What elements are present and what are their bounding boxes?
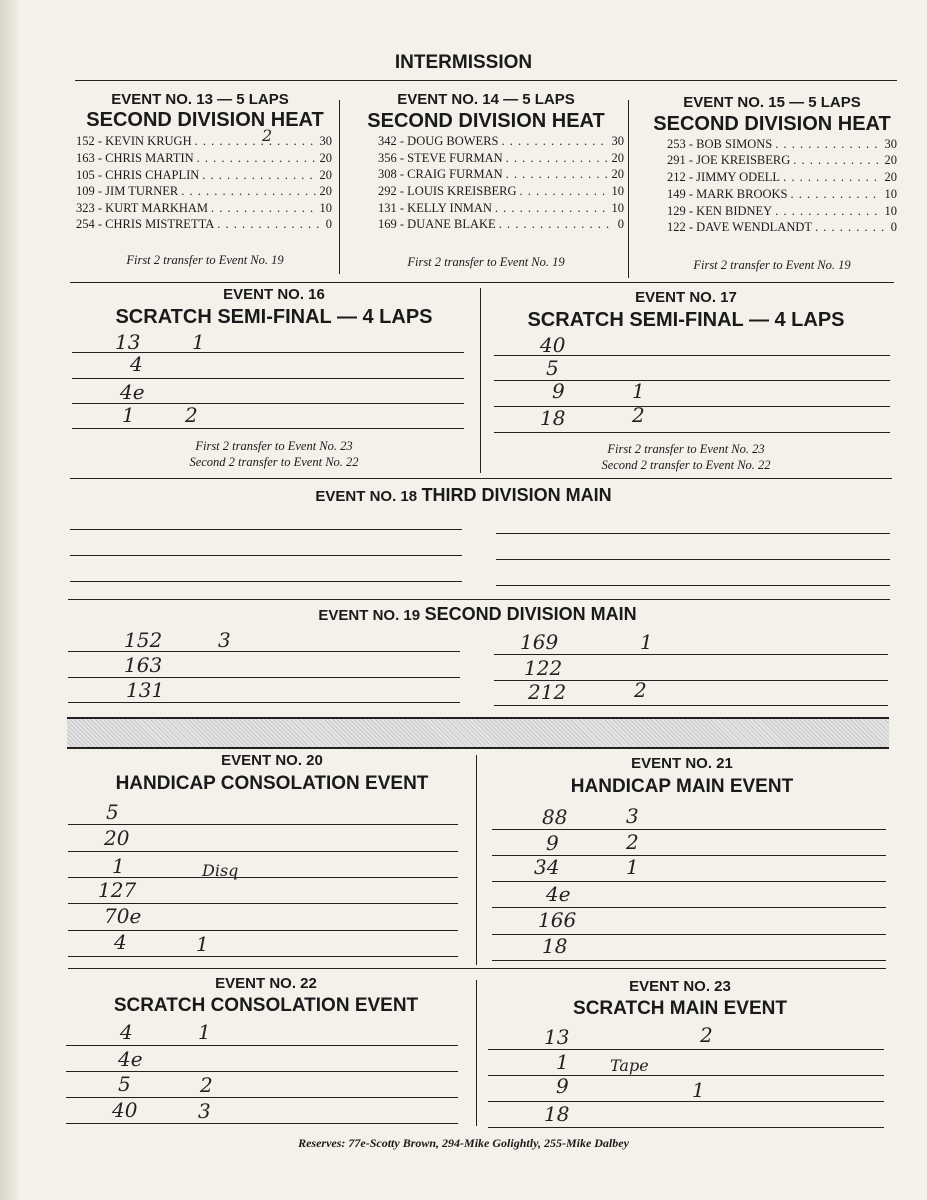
event-20-car: 20	[104, 826, 130, 850]
event-21-car: 34	[534, 855, 560, 879]
event-14-entry: 131 - KELLY INMAN . . . 10	[378, 201, 624, 216]
result-line	[72, 428, 464, 429]
event-14-entry: 356 - STEVE FURMAN . . . 20	[378, 151, 624, 166]
page-title: INTERMISSION	[394, 52, 533, 73]
event-15-title: EVENT NO. 15 — 5 LAPS	[683, 94, 861, 111]
handicap-divider	[476, 755, 477, 965]
event-22-place: 2	[200, 1073, 213, 1097]
event-23-car: 13	[544, 1025, 570, 1049]
heat-divider-1	[339, 100, 340, 274]
event-17-car: 18	[540, 406, 566, 430]
event-21-name: HANDICAP MAIN EVENT	[570, 776, 794, 797]
event-16-title: EVENT NO. 16	[223, 286, 325, 303]
event-17-car: 5	[546, 356, 559, 380]
result-line	[494, 654, 888, 655]
event-23-title: EVENT NO. 23	[629, 978, 731, 995]
event-16-place: 2	[185, 403, 198, 427]
event-13-entry: 105 - CHRIS CHAPLIN . . . 20	[76, 168, 332, 183]
heat-divider-2	[628, 100, 629, 278]
event-23-place: 2	[700, 1023, 713, 1047]
event-21-car: 9	[546, 831, 559, 855]
event-17-place: 2	[632, 403, 645, 427]
result-line	[488, 1127, 884, 1128]
event-13-entry: 254 - CHRIS MISTRETTA . . . 0	[76, 217, 332, 232]
event-19-place: 3	[218, 628, 231, 652]
event-17-name: SCRATCH SEMI-FINAL — 4 LAPS	[527, 309, 845, 331]
event-14-title: EVENT NO. 14 — 5 LAPS	[397, 91, 575, 108]
event-19-place: 2	[634, 678, 647, 702]
event-17-car: 9	[552, 379, 565, 403]
result-line	[496, 585, 890, 586]
event-21-place: 2	[626, 830, 639, 854]
event-23-car: 1	[556, 1050, 569, 1074]
result-line	[66, 1123, 458, 1124]
result-line	[70, 529, 462, 530]
event-20-place: 1	[196, 932, 209, 956]
heats-bottom-rule	[70, 282, 894, 283]
event-13-entry: 323 - KURT MARKHAM . . . 10	[76, 201, 332, 216]
event-21-car: 4e	[546, 882, 571, 906]
event-21-place: 3	[626, 804, 639, 828]
event-19-place: 1	[640, 630, 653, 654]
event-15-entry: 291 - JOE KREISBERG . . . 20	[667, 153, 897, 168]
result-line	[492, 960, 886, 961]
event-23-place: 1	[692, 1078, 705, 1102]
event-16-transfer-second: Second 2 transfer to Event No. 22	[189, 455, 359, 469]
event-15-transfer: First 2 transfer to Event No. 19	[693, 258, 851, 272]
result-line	[68, 824, 458, 825]
event-15-name: SECOND DIVISION HEAT	[653, 113, 891, 135]
result-line	[72, 378, 464, 379]
event-20-car: 127	[98, 878, 137, 902]
result-line	[68, 702, 460, 703]
event-18-name: THIRD DIVISION MAIN	[421, 485, 612, 505]
event-13-handwritten-mark: 2	[262, 126, 273, 145]
event-21-car: 166	[538, 908, 577, 932]
event-19-car: 212	[528, 680, 567, 704]
event-13-name: SECOND DIVISION HEAT	[86, 109, 324, 131]
event-17-car: 40	[540, 333, 566, 357]
event-13-entry: 152 - KEVIN KRUGH . . . 30	[76, 134, 332, 149]
result-line	[492, 829, 886, 830]
event-19-car: 163	[124, 653, 163, 677]
event-20-car: 4	[114, 930, 127, 954]
event-23-car: 18	[544, 1102, 570, 1126]
event-13-entry: 163 - CHRIS MARTIN . . . 20	[76, 151, 332, 166]
event-19-car: 131	[126, 678, 165, 702]
result-line	[70, 555, 462, 556]
event-17-transfer-second: Second 2 transfer to Event No. 22	[601, 458, 771, 472]
result-line	[496, 533, 890, 534]
event-22-name: SCRATCH CONSOLATION EVENT	[113, 995, 419, 1016]
event-15-entry: 129 - KEN BIDNEY . . . 10	[667, 204, 897, 219]
event-19-car: 169	[520, 630, 559, 654]
event-20-note: Disq	[202, 861, 239, 880]
event-14-transfer: First 2 transfer to Event No. 19	[407, 255, 565, 269]
event-13-title: EVENT NO. 13 — 5 LAPS	[111, 91, 289, 108]
event-14-entry: 169 - DUANE BLAKE . . . 0	[378, 217, 624, 232]
event-21-car: 88	[542, 805, 568, 829]
event-17-transfer-first: First 2 transfer to Event No. 23	[607, 442, 765, 456]
result-line	[488, 1049, 884, 1050]
event-22-car: 4e	[118, 1047, 143, 1071]
result-line	[496, 559, 890, 560]
event-16-transfer-first: First 2 transfer to Event No. 23	[195, 439, 353, 453]
result-line	[68, 851, 458, 852]
event-23-car: 9	[556, 1074, 569, 1098]
event-21-place: 1	[626, 855, 639, 879]
event-23-note: Tape	[610, 1056, 649, 1075]
event-16-car: 13	[115, 330, 141, 354]
event-18-bottom-rule	[68, 599, 890, 600]
event-17-title: EVENT NO. 17	[635, 289, 737, 306]
event-17-place: 1	[632, 379, 645, 403]
event-14-entry: 342 - DOUG BOWERS . . . 30	[378, 134, 624, 149]
event-20-car: 70e	[104, 904, 142, 928]
result-line	[488, 1075, 884, 1076]
intermission-band	[67, 717, 889, 749]
event-20-name: HANDICAP CONSOLATION EVENT	[115, 773, 429, 794]
event-22-place: 1	[198, 1020, 211, 1044]
event-22-car: 5	[118, 1072, 131, 1096]
event-20-car: 1	[112, 854, 125, 878]
event-14-entry: 308 - CRAIG FURMAN . . . 20	[378, 167, 624, 182]
event-20-car: 5	[106, 800, 119, 824]
event-15-entry: 122 - DAVE WENDLANDT . . . 0	[667, 220, 897, 235]
event-16-car: 4	[130, 352, 143, 376]
event-23-name: SCRATCH MAIN EVENT	[573, 998, 787, 1019]
event-18-title	[0, 485, 927, 506]
result-line	[68, 956, 458, 957]
event-19-car: 122	[524, 656, 563, 680]
event-16-car: 4e	[120, 380, 145, 404]
page-spine	[0, 0, 18, 1200]
event-13-entry: 109 - JIM TURNER . . . 20	[76, 184, 332, 199]
handicap-bottom-rule	[68, 968, 886, 969]
reserves-note: Reserves: 77e-Scotty Brown, 294-Mike Golightly, 255-Mike Dalbey	[298, 1136, 629, 1150]
result-line	[494, 432, 890, 433]
event-21-car: 18	[542, 934, 568, 958]
semi-divider	[480, 288, 481, 473]
event-22-car: 40	[112, 1098, 138, 1122]
result-line	[494, 705, 888, 706]
event-16-name: SCRATCH SEMI-FINAL — 4 LAPS	[115, 306, 433, 328]
event-19-car: 152	[124, 628, 163, 652]
event-19-name: SECOND DIVISION MAIN	[424, 604, 637, 624]
event-22-car: 4	[120, 1020, 133, 1044]
event-16-place: 1	[192, 330, 205, 354]
event-15-entry: 253 - BOB SIMONS . . . 30	[667, 137, 897, 152]
event-15-entry: 212 - JIMMY ODELL . . . 20	[667, 170, 897, 185]
result-line	[70, 581, 462, 582]
title-rule	[75, 80, 897, 81]
event-22-place: 3	[198, 1099, 211, 1123]
event-16-car: 1	[122, 403, 135, 427]
scratch-divider	[476, 980, 477, 1126]
event-21-title: EVENT NO. 21	[631, 755, 733, 772]
event-20-title: EVENT NO. 20	[221, 752, 323, 769]
semi-bottom-rule	[70, 478, 892, 479]
event-19-title	[0, 604, 927, 625]
event-14-name: SECOND DIVISION HEAT	[367, 110, 605, 132]
event-13-transfer: First 2 transfer to Event No. 19	[126, 253, 284, 267]
event-22-title: EVENT NO. 22	[215, 975, 317, 992]
event-15-entry: 149 - MARK BROOKS . . . 10	[667, 187, 897, 202]
event-14-entry: 292 - LOUIS KREISBERG . . . 10	[378, 184, 624, 199]
event-18-number: EVENT NO. 18	[315, 488, 418, 505]
event-19-number: EVENT NO. 19	[318, 607, 421, 624]
result-line	[66, 1045, 458, 1046]
